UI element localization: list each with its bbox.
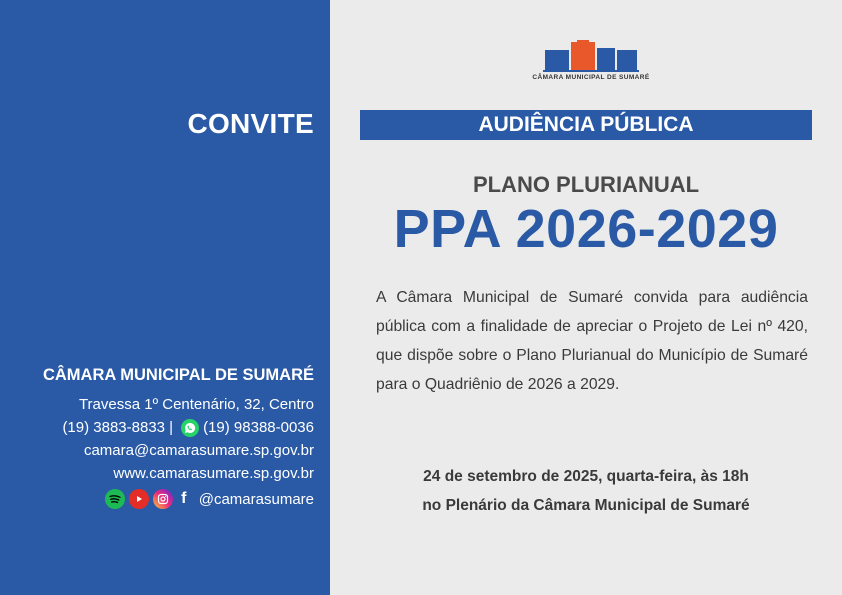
social-handle[interactable]: @camarasumare [198, 490, 314, 508]
logo-text: CÂMARA MUNICIPAL DE SUMARÉ [532, 74, 650, 81]
address-line [43, 393, 314, 416]
subtitle: PLANO PLURIANUAL [472, 172, 700, 197]
email-text[interactable]: camara@camarasumare.sp.gov.br [83, 442, 314, 459]
phone-text: (19) 3883-8833 | [62, 419, 174, 436]
camara-logo [516, 38, 666, 81]
event-date: 24 de setembro de 2025, quarta-feira, às 18h [423, 468, 749, 485]
facebook-icon[interactable]: f [181, 490, 187, 507]
youtube-icon[interactable] [129, 489, 149, 509]
contact-title: CÂMARA MUNICIPAL DE SUMARÉ [42, 366, 314, 384]
right-panel [330, 0, 842, 595]
description: A Câmara Municipal de Sumaré convida para audiência pública com a finalidade de apreciar o Projeto de Lei nº 420, que dispõe sobre o Plano Plurianual do Município de Sumaré para o Quadriênio de 2026 a 2029. [376, 289, 808, 393]
website-text[interactable]: www.camarasumare.sp.gov.br [113, 465, 314, 482]
whatsapp-text: (19) 98388-0036 [203, 419, 314, 436]
main-title: PPA 2026-2029 [393, 199, 779, 259]
spotify-icon[interactable] [105, 489, 125, 509]
website-line [43, 462, 314, 485]
convite-heading: CONVITE [187, 108, 314, 139]
social-row [43, 489, 314, 509]
audiencia-banner: AUDIÊNCIA PÚBLICA [360, 110, 812, 140]
address-text: Travessa 1º Centenário, 32, Centro [78, 396, 314, 413]
instagram-icon[interactable] [153, 489, 173, 509]
event-place: no Plenário da Câmara Municipal de Sumaré [422, 497, 750, 514]
left-panel [0, 0, 330, 595]
event-info [330, 462, 842, 520]
contact-block [43, 366, 314, 509]
email-line [43, 439, 314, 462]
phone-line [43, 416, 314, 439]
whatsapp-icon[interactable] [181, 419, 199, 437]
building-logo-icon [543, 38, 639, 72]
